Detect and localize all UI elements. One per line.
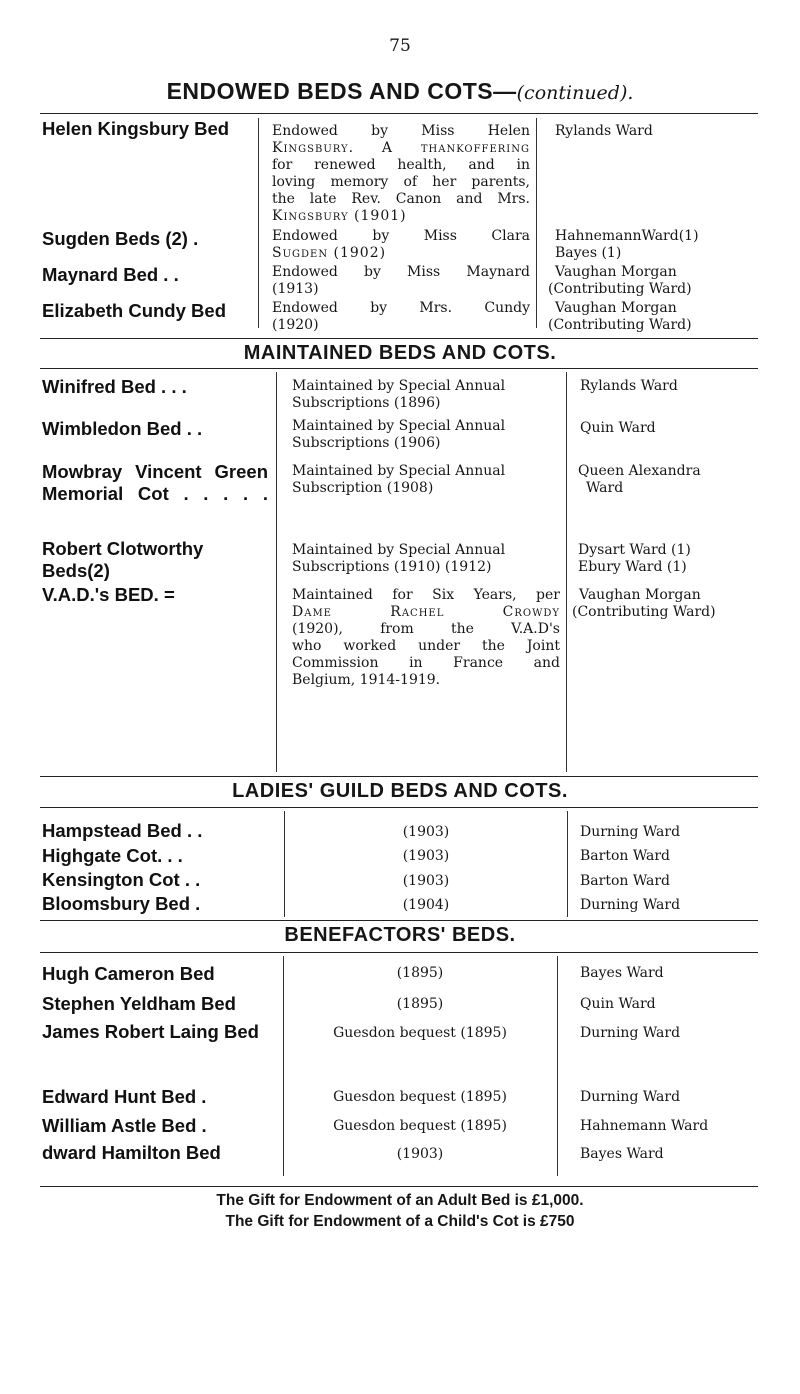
ladies-bed-year: (1903) bbox=[402, 848, 450, 864]
benefactor-bed-year: (1895) bbox=[396, 996, 444, 1012]
ladies-bed-year: (1903) bbox=[402, 873, 450, 889]
ladies-bed-year: (1904) bbox=[402, 897, 450, 913]
maintained-section-title: MAINTAINED BEDS AND COTS. bbox=[243, 342, 557, 364]
ladies-bed-name: Hampstead Bed . . bbox=[42, 820, 203, 841]
desc-line: Sugden (1902) bbox=[272, 245, 387, 261]
ladies-column-divider-2 bbox=[567, 811, 568, 917]
ladies-bed-name: Bloomsbury Bed . bbox=[42, 893, 201, 914]
benefactor-bed-year: Guesdon bequest (1895) bbox=[333, 1089, 507, 1105]
benefactor-bed-name: Stephen Yeldham Bed bbox=[42, 993, 236, 1014]
endowed-bed-description bbox=[272, 300, 530, 334]
ward-line: Ward bbox=[586, 480, 624, 496]
ward-line: (Contributing Ward) bbox=[548, 281, 692, 297]
desc-line: the late Rev. Canon and Mrs. bbox=[272, 191, 530, 207]
benefactor-bed-year: Guesdon bequest (1895) bbox=[333, 1118, 507, 1134]
maintained-bed-description bbox=[292, 542, 562, 576]
maintained-bed-name: Robert Clotworthy Beds(2) bbox=[42, 538, 204, 581]
maintained-column-divider-2 bbox=[566, 372, 567, 772]
page-title-main: ENDOWED BEDS AND COTS— bbox=[166, 78, 517, 104]
endowed-bed-ward bbox=[548, 264, 763, 298]
benefactor-bed-year: Guesdon bequest (1895) bbox=[333, 1025, 507, 1041]
maintained-bed-ward bbox=[578, 542, 760, 576]
maintained-bed-ward bbox=[572, 587, 772, 621]
benefactor-bed-name: Hugh Cameron Bed bbox=[42, 963, 215, 984]
maintained-bed-description bbox=[292, 587, 560, 689]
desc-line: Belgium, 1914-1919. bbox=[292, 672, 441, 688]
desc-line: Subscription (1908) bbox=[292, 480, 434, 496]
endowed-bed-ward bbox=[548, 300, 763, 334]
ladies-bed-name: Highgate Cot. . . bbox=[42, 845, 183, 866]
benefactor-bed-ward: Durning Ward bbox=[580, 1089, 681, 1105]
endowed-column-divider-2 bbox=[536, 118, 537, 328]
benefactor-bed-ward: Durning Ward bbox=[580, 1025, 681, 1041]
benefactor-bed-ward: Bayes Ward bbox=[580, 965, 664, 981]
benefactor-bed-name: dward Hamilton Bed bbox=[42, 1142, 221, 1163]
title-rule bbox=[40, 113, 758, 114]
section-rule bbox=[40, 807, 758, 808]
ladies-bed-name: Kensington Cot . . bbox=[42, 869, 201, 890]
maintained-bed-description bbox=[292, 378, 562, 412]
benefactors-column-divider-2 bbox=[557, 956, 558, 1176]
benefactor-bed-name: William Astle Bed . bbox=[42, 1115, 207, 1136]
desc-line: Maintained by Special Annual bbox=[292, 463, 506, 479]
benefactor-bed-year: (1895) bbox=[396, 965, 444, 981]
endowed-bed-description bbox=[272, 264, 530, 298]
maintained-column-divider-1 bbox=[276, 372, 277, 772]
desc-line: Endowed by Miss Helen bbox=[272, 123, 530, 139]
endowed-bed-ward bbox=[555, 228, 765, 262]
desc-line: Maintained by Special Annual bbox=[292, 542, 506, 558]
endowed-bed-name: Maynard Bed . . bbox=[42, 264, 179, 285]
endowed-bed-description bbox=[272, 228, 530, 262]
desc-line: Endowed by Mrs. Cundy bbox=[272, 300, 530, 316]
ladies-bed-year: (1903) bbox=[402, 824, 450, 840]
ward-line: Queen Alexandra bbox=[578, 463, 701, 479]
ladies-section-title: LADIES' GUILD BEDS AND COTS. bbox=[232, 780, 568, 802]
desc-line: Kingsbury. A thankoffering bbox=[272, 140, 530, 156]
maintained-bed-ward: Quin Ward bbox=[580, 420, 656, 436]
benefactor-bed-name: Edward Hunt Bed . bbox=[42, 1086, 207, 1107]
endowed-column-divider-1 bbox=[258, 118, 259, 328]
section-rule bbox=[40, 776, 758, 777]
desc-line: Maintained by Special Annual bbox=[292, 418, 506, 434]
ladies-bed-ward: Durning Ward bbox=[580, 897, 681, 913]
maintained-bed-description bbox=[292, 463, 562, 497]
desc-line: Endowed by Miss Clara bbox=[272, 228, 530, 244]
page-title bbox=[0, 78, 800, 105]
desc-line: who worked under the Joint bbox=[292, 638, 560, 654]
ward-line: Vaughan Morgan bbox=[579, 587, 701, 603]
maintained-bed-description bbox=[292, 418, 562, 452]
ward-line: Vaughan Morgan bbox=[555, 264, 677, 280]
maintained-bed-name: Wimbledon Bed . . bbox=[42, 418, 203, 439]
section-rule bbox=[40, 1186, 758, 1187]
ward-line: Ebury Ward (1) bbox=[578, 559, 687, 575]
ward-line: Dysart Ward (1) bbox=[578, 542, 691, 558]
desc-line: Dame Rachel Crowdy bbox=[292, 604, 560, 620]
endowed-bed-name: Helen Kingsbury Bed bbox=[42, 118, 230, 139]
desc-line: Maintained by Special Annual bbox=[292, 378, 506, 394]
benefactors-section-title: BENEFACTORS' BEDS. bbox=[284, 924, 516, 946]
ladies-bed-ward: Barton Ward bbox=[580, 873, 671, 889]
desc-line: loving memory of her parents, bbox=[272, 174, 530, 190]
desc-line: Endowed by Miss Maynard bbox=[272, 264, 530, 280]
maintained-bed-name: Winifred Bed . . . bbox=[42, 376, 187, 397]
ladies-column-divider-1 bbox=[284, 811, 285, 917]
ward-line: Vaughan Morgan bbox=[555, 300, 677, 316]
ward-line: HahnemannWard(1) bbox=[555, 228, 699, 244]
endowed-bed-ward: Rylands Ward bbox=[555, 123, 653, 139]
desc-line: Kingsbury (1901) bbox=[272, 208, 407, 224]
desc-line: Subscriptions (1896) bbox=[292, 395, 441, 411]
maintained-bed-ward: Rylands Ward bbox=[580, 378, 678, 394]
desc-line: for renewed health, and in bbox=[272, 157, 530, 173]
page-title-continued: (continued). bbox=[516, 82, 634, 104]
maintained-bed-name: V.A.D.'s BED. = bbox=[42, 584, 175, 605]
desc-line: (1920) bbox=[272, 317, 319, 333]
desc-line: Subscriptions (1906) bbox=[292, 435, 441, 451]
maintained-bed-ward bbox=[578, 463, 760, 497]
section-rule bbox=[40, 952, 758, 953]
ladies-bed-ward: Barton Ward bbox=[580, 848, 671, 864]
benefactor-bed-name: James Robert Laing Bed bbox=[42, 1021, 259, 1042]
ladies-bed-ward: Durning Ward bbox=[580, 824, 681, 840]
desc-line: (1913) bbox=[272, 281, 319, 297]
endowed-bed-name: Elizabeth Cundy Bed bbox=[42, 300, 226, 321]
maintained-bed-name: Mowbray Vincent Green Memorial Cot . . . . . bbox=[42, 461, 268, 504]
benefactors-column-divider-1 bbox=[283, 956, 284, 1176]
endowed-bed-description bbox=[272, 123, 530, 225]
desc-line: Commission in France and bbox=[292, 655, 560, 671]
section-rule bbox=[40, 368, 758, 369]
desc-line: Subscriptions (1910) (1912) bbox=[292, 559, 492, 575]
benefactor-bed-ward: Hahnemann Ward bbox=[580, 1118, 709, 1134]
benefactor-bed-year: (1903) bbox=[396, 1146, 444, 1162]
page-number: 75 bbox=[389, 36, 411, 56]
ward-line: (Contributing Ward) bbox=[572, 604, 716, 620]
section-rule bbox=[40, 338, 758, 339]
footer-line-adult-bed: The Gift for Endowment of an Adult Bed is £1,000. bbox=[216, 1192, 584, 1209]
ward-line: (Contributing Ward) bbox=[548, 317, 692, 333]
benefactor-bed-ward: Bayes Ward bbox=[580, 1146, 664, 1162]
desc-line: (1920), from the V.A.D's bbox=[292, 621, 560, 637]
ward-line: Bayes (1) bbox=[555, 245, 622, 261]
footer-line-child-cot: The Gift for Endowment of a Child's Cot is £750 bbox=[225, 1213, 575, 1230]
benefactor-bed-ward: Quin Ward bbox=[580, 996, 656, 1012]
section-rule bbox=[40, 920, 758, 921]
endowed-bed-name: Sugden Beds (2) . bbox=[42, 228, 199, 249]
desc-line: Maintained for Six Years, per bbox=[292, 587, 560, 603]
